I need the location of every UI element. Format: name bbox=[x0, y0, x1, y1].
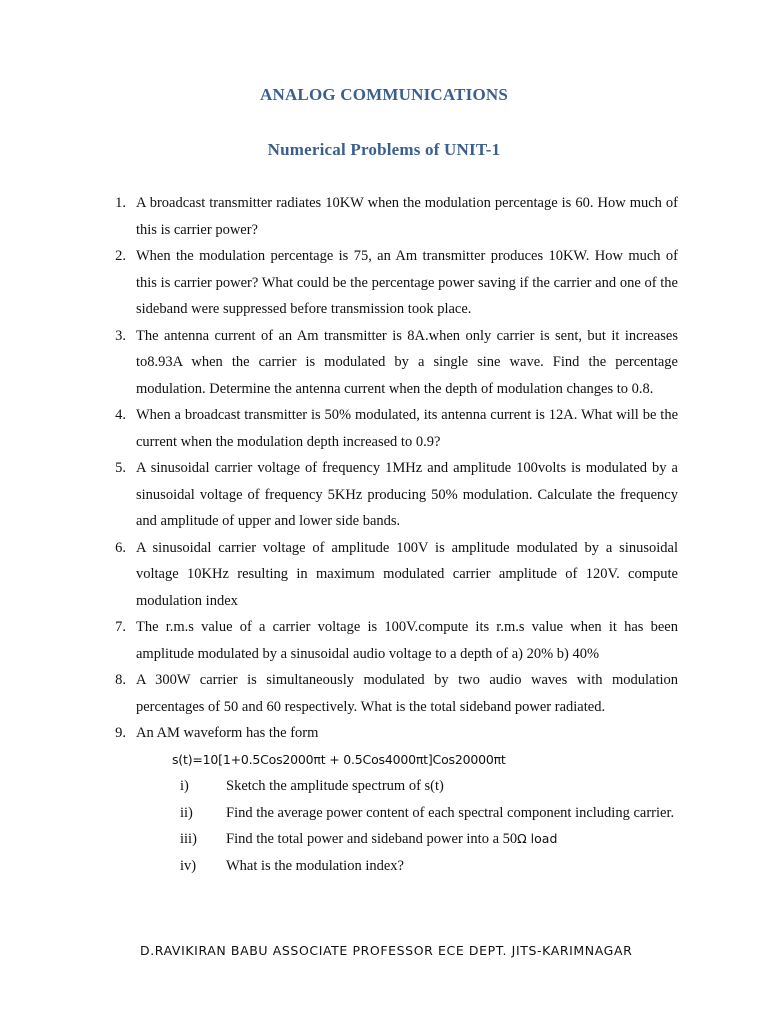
subpart-text: What is the modulation index? bbox=[226, 857, 404, 874]
document-subtitle: Numerical Problems of UNIT-1 bbox=[267, 140, 501, 159]
document-title: ANALOG COMMUNICATIONS bbox=[259, 85, 509, 104]
problem-text: An AM waveform has the form bbox=[136, 725, 319, 741]
subpart-text-wrap bbox=[226, 826, 678, 853]
subpart-number: iii) bbox=[180, 831, 197, 847]
ohm-load-text: Ω load bbox=[517, 831, 558, 846]
problem-text: A sinusoidal carrier voltage of amplitude 100V is amplitude modulated by a sinusoidal voltage 10KHz resulting in maximum modulated carrier amplitude of 120V. compute modulation index bbox=[136, 539, 678, 609]
problem-text: The r.m.s value of a carrier voltage is 100V.compute its r.m.s value when it has been amplitude modulated by a sinusoidal audio voltage to a depth of a) 20% b) 40% bbox=[136, 619, 678, 662]
problem-item bbox=[110, 455, 678, 535]
subpart-item bbox=[110, 826, 678, 853]
problem-number: 7. bbox=[115, 619, 126, 635]
problem-item bbox=[110, 402, 678, 455]
subpart-item bbox=[110, 800, 678, 827]
problem-number: 5. bbox=[115, 460, 126, 476]
problem-number: 4. bbox=[115, 407, 126, 423]
author-footer: D.RAVIKIRAN BABU ASSOCIATE PROFESSOR ECE DEPT. JITS-KARIMNAGAR bbox=[140, 943, 633, 958]
problem-item bbox=[110, 190, 678, 243]
problem-number: 8. bbox=[115, 672, 126, 688]
subpart-text: Find the average power content of each spectral component including carrier. bbox=[226, 804, 675, 821]
problem-text: When the modulation percentage is 75, an Am transmitter produces 10KW. How much of this is carrier power? What could be the percentage power saving if the carrier and one of the sideband were suppressed before transmission took place. bbox=[136, 248, 678, 317]
problem-item bbox=[110, 720, 678, 747]
am-waveform-formula: s(t)=10[1+0.5Cos2000πt + 0.5Cos4000πt]Cos20000πt bbox=[172, 751, 506, 767]
problem-item bbox=[110, 535, 678, 615]
problem-number: 3. bbox=[115, 327, 126, 344]
subpart-number: ii) bbox=[180, 804, 193, 821]
problem-list bbox=[110, 190, 678, 879]
problem-item bbox=[110, 614, 678, 667]
problem-item bbox=[110, 243, 678, 323]
subpart-number: i) bbox=[180, 778, 189, 794]
problem-text: A sinusoidal carrier voltage of frequency 1MHz and amplitude 100volts is modulated by a sinusoidal voltage of frequency 5KHz producing 50% modulation. Calculate the frequency and amplitude of upper and lower side bands. bbox=[136, 460, 678, 529]
problem-text: A broadcast transmitter radiates 10KW when the modulation percentage is 60. How much of this is carrier power? bbox=[136, 195, 678, 238]
problem-text: When a broadcast transmitter is 50% modulated, its antenna current is 12A. What will be the current when the modulation depth increased to 0.9? bbox=[136, 407, 678, 450]
problem-number: 2. bbox=[115, 248, 126, 264]
problem-number: 6. bbox=[115, 539, 126, 556]
subpart-number: iv) bbox=[180, 857, 197, 874]
problem-item bbox=[110, 323, 678, 403]
problem-item bbox=[110, 667, 678, 720]
problem-number: 9. bbox=[115, 725, 126, 741]
subpart-item bbox=[110, 853, 678, 880]
problem-text: The antenna current of an Am transmitter is 8A.when only carrier is sent, but it increases to8.93A when the carrier is modulated by a single sine wave. Find the percentage modulation. Determine the antenna current when the depth of modulation changes to 0.8. bbox=[136, 327, 678, 397]
subpart-text: Sketch the amplitude spectrum of s(t) bbox=[226, 778, 444, 794]
problem-number: 1. bbox=[115, 195, 126, 211]
subpart-item bbox=[110, 773, 678, 800]
problem-text: A 300W carrier is simultaneously modulated by two audio waves with modulation percentages of 50 and 60 respectively. What is the total sideband power radiated. bbox=[136, 672, 678, 715]
subpart-text: Find the total power and sideband power into a 50 bbox=[226, 831, 518, 847]
